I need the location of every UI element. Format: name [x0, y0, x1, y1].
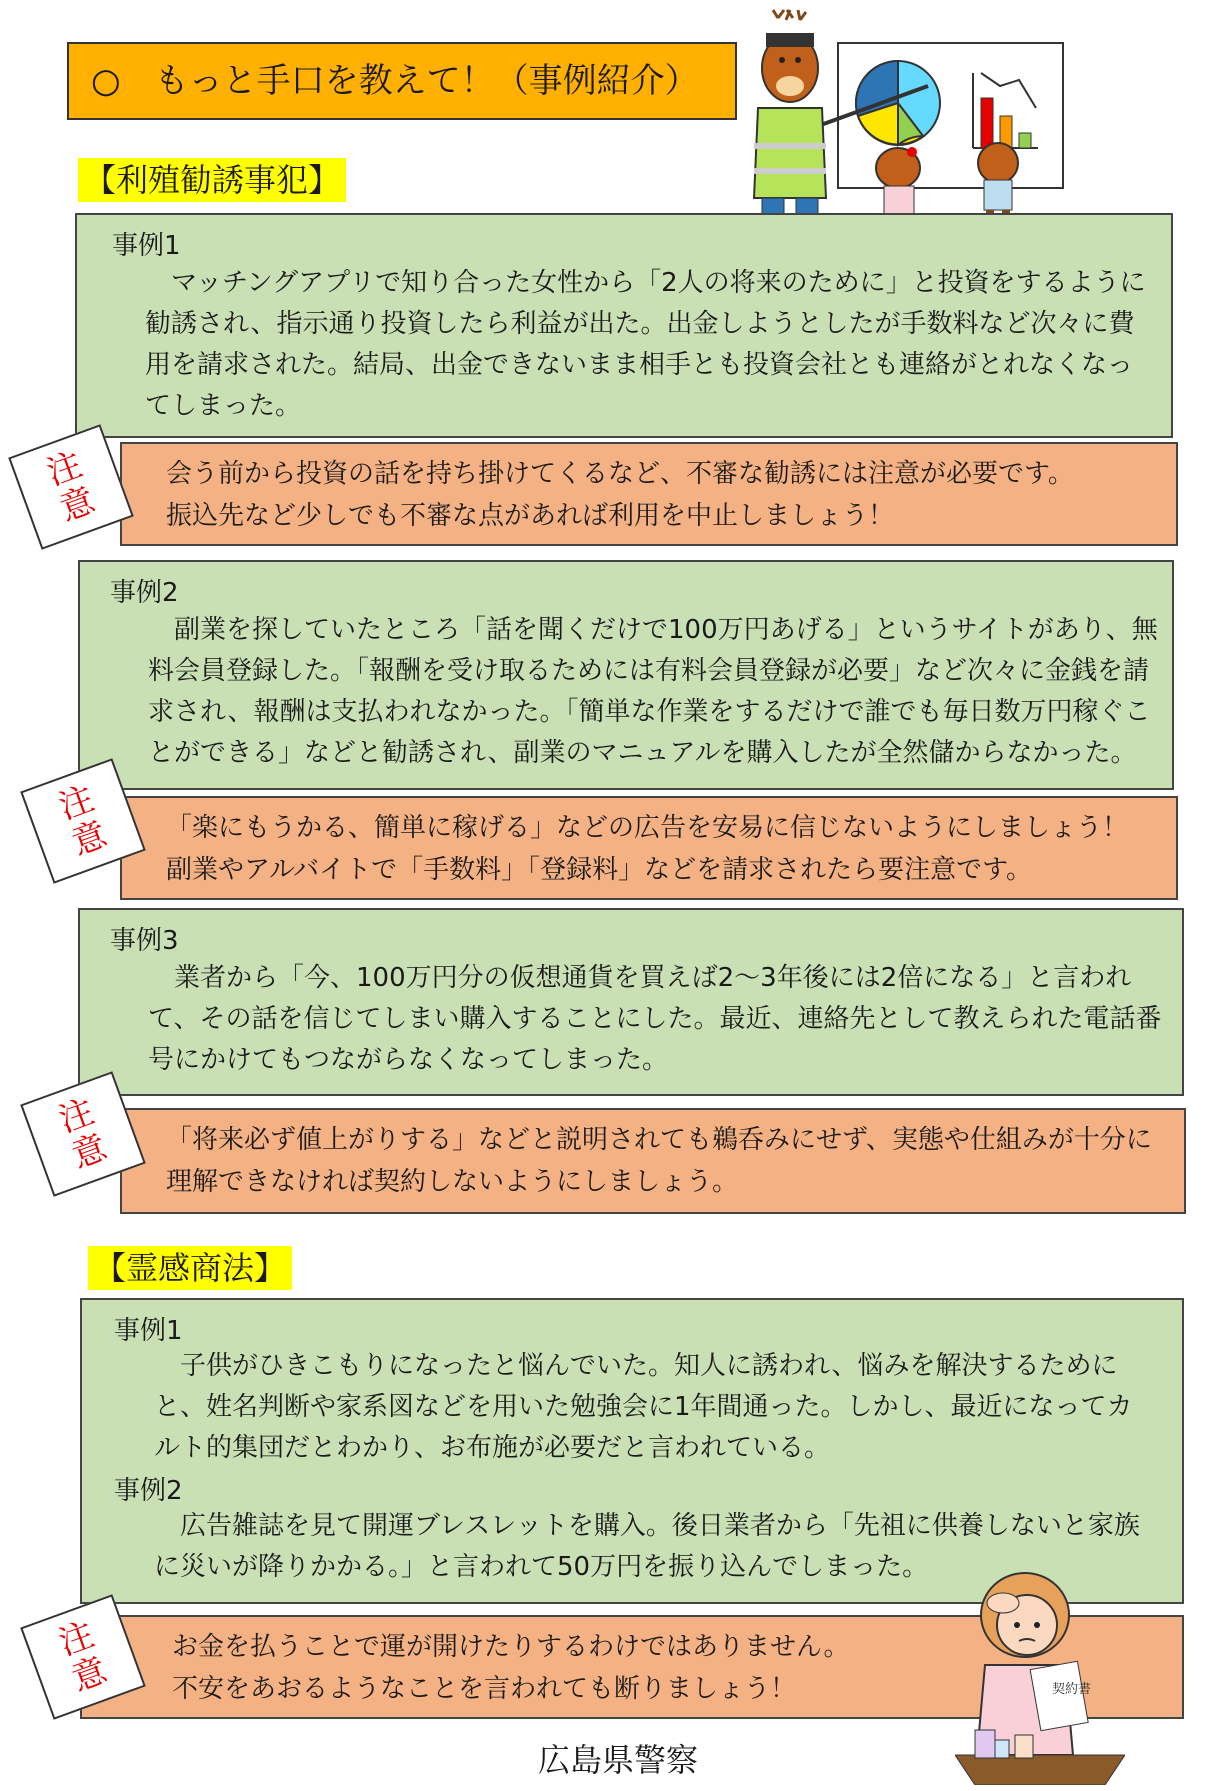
section-label-spiritual-sales: 【霊感商法】: [88, 1246, 292, 1290]
case-body: 業者から「今、100万円分の仮想通貨を買えば2～3年後には2倍になる」と言われて、その話を信じてしまい購入することにした。最近、連絡先として教えられた電話番号にかけてもつながらなくなってしまった。: [148, 963, 1162, 1075]
case-body: 副業を探していたところ「話を聞くだけで100万円あげる」というサイトがあり、無料会員登録した。「報酬を受け取るためには有料会員登録が必要」など次々に金銭を請求され、報酬は支払われなかった。「簡単な作業をするだけで誰でも毎日数万円稼ぐことができる」などと勧誘され、副業のマニュアルを購入したが全然儲からなかった。: [148, 615, 1158, 768]
warning-line: 副業やアルバイトで「手数料」「登録料」などを請求されたら要注意です。: [166, 855, 1033, 885]
case-box-2: [78, 560, 1174, 790]
warning-line: 「将来必ず値上がりする」などと説明されても鵜呑みにせず、実態や仕組みが十分に: [166, 1125, 1152, 1155]
deer-mascot-large: [752, 10, 826, 236]
stamp-char: 注: [53, 1614, 100, 1664]
warning-line: お金を払うことで運が開けたりするわけではありません。: [172, 1632, 850, 1662]
case-body: 子供がひきこもりになったと悩んでいた。知人に誘われ、悩みを解決するためにと、姓名判断や家系図などを用いた勉強会に1年間通った。しかし、最近になってカルト的集団だとわかり、お布施が必要だと言われている。: [154, 1351, 1133, 1463]
footer-org-name: 広島県警察: [538, 1741, 699, 1779]
warning-line: 理解できなければ契約しないようにしましょう。: [166, 1167, 739, 1197]
stamp-char: 意: [66, 1127, 113, 1177]
warning-line: 不安をあおるようなことを言われても断りましょう！: [172, 1674, 797, 1704]
stamp-char: 注: [53, 1091, 100, 1141]
case-box-1: [75, 213, 1173, 438]
warning-box-2: [120, 796, 1178, 900]
warning-line: 会う前から投資の話を持ち掛けてくるなど、不審な勧誘には注意が必要です。: [166, 459, 1074, 489]
case-heading: 事例1: [112, 231, 181, 261]
stamp-char: 意: [54, 480, 101, 530]
case-heading: 事例3: [110, 926, 179, 956]
pie-chart-icon: [856, 61, 940, 145]
worried-woman-illustration: [955, 1555, 1125, 1785]
section-label-investment-fraud: 【利殖勧誘事犯】: [78, 158, 346, 202]
page-title: ○ もっと手口を教えて！（事例紹介）: [67, 42, 737, 120]
case-heading: 事例2: [110, 578, 179, 608]
stamp-char: 意: [66, 814, 113, 864]
warning-line: 振込先など少しでも不審な点があれば利用を中止しましょう！: [166, 501, 895, 531]
stamp-char: 注: [53, 778, 100, 828]
contract-paper-text: 契約書: [1052, 1682, 1092, 1697]
caution-stamp: [8, 424, 134, 550]
stamp-char: 意: [66, 1650, 113, 1700]
stamp-char: 注: [41, 444, 88, 494]
warning-box-3: [120, 1108, 1186, 1214]
case-box-3: [78, 908, 1184, 1096]
case-body: 広告雑誌を見て開運ブレスレットを購入。後日業者から「先祖に供養しないと家族に災いが降りかかる。」と言われて50万円を振り込んでしまった。: [154, 1511, 1140, 1582]
case-body: マッチングアプリで知り合った女性から「2人の将来のために」と投資をするように勧誘され、指示通り投資したら利益が出た。出金しようとしたが手数料など次々に費用を請求された。結局、出金できないまま相手とも投資会社とも連絡がとれなくなってしまった。: [145, 268, 1146, 421]
case-heading: 事例1: [114, 1316, 183, 1346]
warning-box-1: [120, 442, 1178, 546]
warning-line: 「楽にもうかる、簡単に稼げる」などの広告を安易に信じないようにしましょう！: [166, 813, 1129, 843]
case-heading: 事例2: [114, 1476, 183, 1506]
